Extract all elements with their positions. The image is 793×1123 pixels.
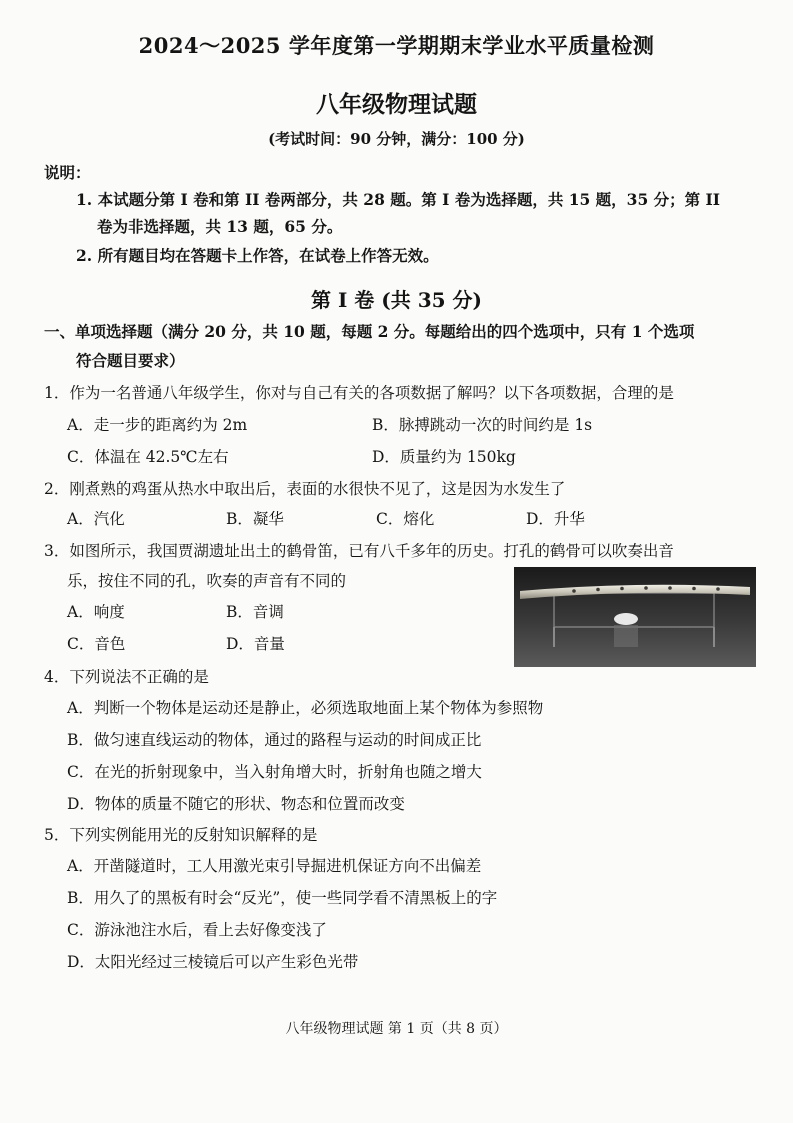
instruction-item-1: 1. 本试题分第 I 卷和第 II 卷两部分，共 28 题。第 I 卷为选择题，共 15 题，35 分；第 II xyxy=(76,190,721,209)
question-5-stem: 5．下列实例能用光的反射知识解释的是 xyxy=(44,826,318,844)
page-footer: 八年级物理试题 第 1 页（共 8 页） xyxy=(285,1021,508,1037)
question-4-option-c: C．在光的折射现象中，当入射角增大时，折射角也随之增大 xyxy=(67,763,482,781)
question-4-option-b: B．做匀速直线运动的物体，通过的路程与运动的时间成正比 xyxy=(67,731,482,749)
question-5-option-d: D．太阳光经过三棱镜后可以产生彩色光带 xyxy=(67,953,359,971)
question-1-stem: 1．作为一名普通八年级学生，你对与自己有关的各项数据了解吗？以下各项数据，合理的是 xyxy=(44,384,674,402)
question-4-option-a: A．判断一个物体是运动还是静止，必须选取地面上某个物体为参照物 xyxy=(67,699,544,717)
instruction-item-1-cont: 卷为非选择题，共 13 题，65 分。 xyxy=(97,217,343,236)
question-3-option-d: D．音量 xyxy=(226,635,285,653)
exam-title: 2024～2025 学年度第一学期期末学业水平质量检测 xyxy=(138,33,655,58)
question-4-option-d: D．物体的质量不随它的形状、物态和位置而改变 xyxy=(67,795,405,813)
question-1-option-c: C．体温在 42.5℃左右 xyxy=(67,448,229,466)
question-5-option-c: C．游泳池注水后，看上去好像变浅了 xyxy=(67,921,327,939)
question-3-stem-cont: 乐，按住不同的孔，吹奏的声音有不同的 xyxy=(67,572,347,590)
question-3-option-a: A．响度 xyxy=(67,603,125,621)
exam-subtitle: 八年级物理试题 xyxy=(316,91,477,118)
question-2-option-c: C．熔化 xyxy=(376,510,435,528)
question-2-option-a: A．汽化 xyxy=(67,510,125,528)
question-2-stem: 2．刚煮熟的鸡蛋从热水中取出后，表面的水很快不见了，这是因为水发生了 xyxy=(44,480,566,498)
bone-flute-photo xyxy=(514,567,756,667)
question-1-option-a: A．走一步的距离约为 2m xyxy=(67,416,248,434)
instruction-item-2: 2. 所有题目均在答题卡上作答，在试卷上作答无效。 xyxy=(76,246,439,265)
part-heading-cont: 符合题目要求） xyxy=(76,351,185,370)
question-3-stem: 3．如图所示，我国贾湖遗址出土的鹤骨笛，已有八千多年的历史。打孔的鹤骨可以吹奏出音 xyxy=(44,542,674,560)
instructions-label: 说明： xyxy=(44,163,91,182)
question-3-option-b: B．音调 xyxy=(226,603,284,621)
part-heading: 一、单项选择题（满分 20 分，共 10 题，每题 2 分。每题给出的四个选项中，只有 1 个选项 xyxy=(44,322,695,341)
question-1-option-b: B．脉搏跳动一次的时间约是 1s xyxy=(372,416,593,434)
question-3-option-c: C．音色 xyxy=(67,635,126,653)
section-title: 第 I 卷 (共 35 分) xyxy=(311,288,482,312)
question-5-option-b: B．用久了的黑板有时会“反光”，使一些同学看不清黑板上的字 xyxy=(67,889,498,907)
question-2-option-d: D．升华 xyxy=(526,510,585,528)
question-1-option-d: D．质量约为 150kg xyxy=(372,448,516,466)
question-5-option-a: A．开凿隧道时，工人用激光束引导掘进机保证方向不出偏差 xyxy=(67,857,482,875)
exam-info: (考试时间：90 分钟，满分：100 分) xyxy=(268,130,525,148)
question-4-stem: 4．下列说法不正确的是 xyxy=(44,668,209,686)
question-2-option-b: B．凝华 xyxy=(226,510,284,528)
